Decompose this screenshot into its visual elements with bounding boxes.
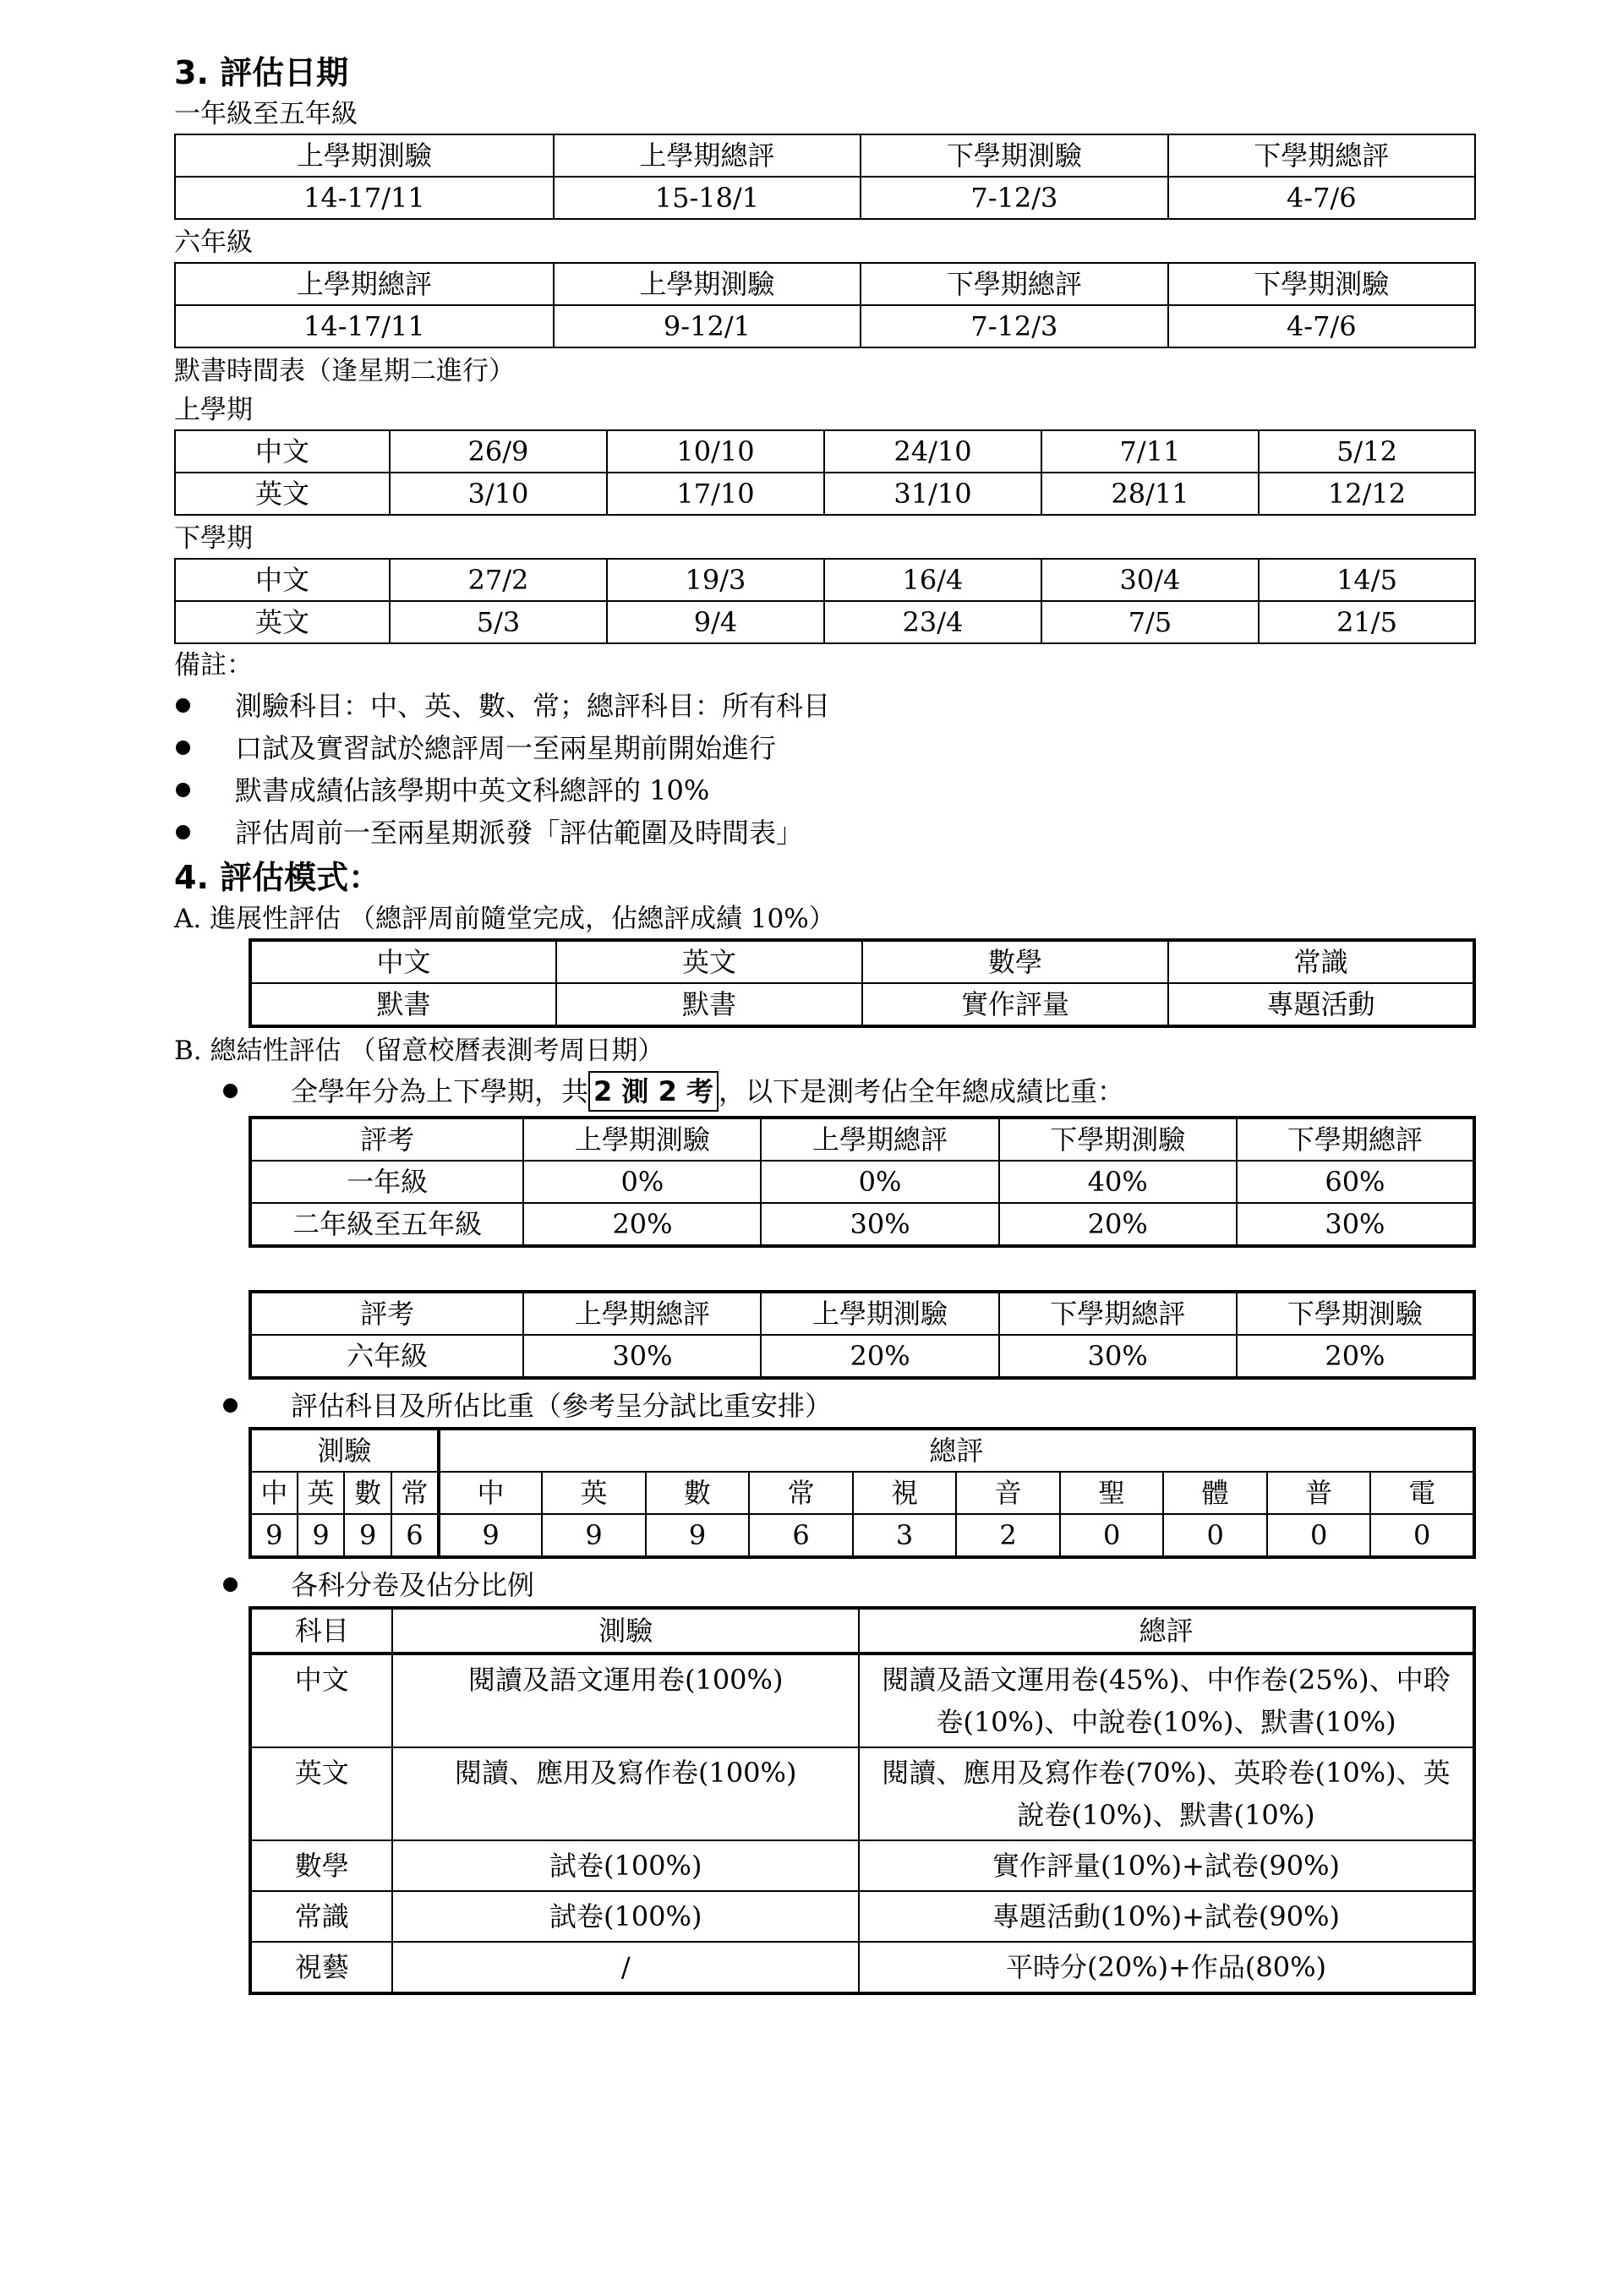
subject-weight-cell: 0 <box>1267 1514 1371 1557</box>
table-cell: 上學期總評 <box>175 263 554 305</box>
grade-6-label: 六年級 <box>174 227 253 258</box>
table-cell: 常識 <box>1168 940 1474 983</box>
table-row <box>175 177 1475 219</box>
table-cell: 六年級 <box>250 1335 523 1378</box>
table-cell: 0% <box>523 1161 761 1203</box>
bullet-1-text-post: ，以下是測考佔全年總成績比重： <box>718 1075 1124 1107</box>
table-cell: 中文 <box>250 1654 392 1747</box>
table-cell: 0% <box>761 1161 998 1203</box>
table-cell: 7-12/3 <box>861 177 1167 219</box>
table-cell: 7-12/3 <box>861 305 1167 347</box>
table-row <box>175 430 1475 473</box>
table-row <box>250 1118 1474 1161</box>
table-cell: 5/12 <box>1259 430 1475 473</box>
section-4-heading: 4. 評估模式： <box>174 859 381 896</box>
subject-weight-cell: 6 <box>391 1514 439 1557</box>
tests-exams-box: 2 測 2 考 <box>588 1071 719 1112</box>
summative-bullet-3: 各科分卷及佔分比例 <box>221 1564 1476 1606</box>
formative-label: A. 進展性評估 （總評周前隨堂完成，佔總評成績 10%） <box>174 904 835 934</box>
table-row <box>250 1335 1474 1378</box>
table-cell: 上學期測驗 <box>175 134 554 177</box>
table-cell: 7/5 <box>1041 601 1259 643</box>
subject-name-cell: 普 <box>1267 1472 1371 1514</box>
tests-header: 測驗 <box>250 1429 439 1472</box>
table-row <box>250 1891 1474 1942</box>
formative-table <box>249 938 1476 1028</box>
note-item: 測驗科目：中、英、數、常；總評科目：所有科目 <box>174 685 1476 727</box>
summative-bullet-2: 評估科目及所佔比重（參考呈分試比重安排） <box>221 1385 1476 1427</box>
table-cell: 下學期總評 <box>999 1292 1237 1335</box>
table-row <box>250 1747 1474 1840</box>
table-cell: 16/4 <box>824 559 1041 601</box>
table-row <box>250 1161 1474 1203</box>
table-row <box>175 263 1475 305</box>
term-1-dictation-table <box>174 429 1476 516</box>
table-cell: 20% <box>1237 1335 1474 1378</box>
table-cell: 英文 <box>175 473 390 515</box>
table-cell: 17/10 <box>607 473 824 515</box>
summative-bullet-1 <box>221 1070 1476 1112</box>
table-cell: 下學期測驗 <box>1168 263 1475 305</box>
table-row <box>175 473 1475 515</box>
table-cell: 19/3 <box>607 559 824 601</box>
table-row <box>175 134 1475 177</box>
grade-1-5-dates-table <box>174 134 1476 220</box>
table-cell: 中文 <box>175 430 390 473</box>
table-cell: 7/11 <box>1041 430 1259 473</box>
table-cell: 下學期總評 <box>1168 134 1475 177</box>
table-cell: 30% <box>761 1203 998 1246</box>
table-row <box>250 1429 1474 1472</box>
table-cell: 14/5 <box>1259 559 1475 601</box>
subject-weight-cell: 9 <box>298 1514 345 1557</box>
table-row <box>250 1840 1474 1891</box>
table-row <box>175 305 1475 347</box>
subject-weight-cell: 0 <box>1060 1514 1164 1557</box>
subject-name-cell: 英 <box>542 1472 646 1514</box>
table-cell: 下學期測驗 <box>861 134 1167 177</box>
subject-name-cell: 視 <box>853 1472 957 1514</box>
table-row <box>250 1514 1474 1557</box>
table-cell: 閱讀、應用及寫作卷(70%)、英聆卷(10%)、英說卷(10%)、默書(10%) <box>859 1747 1474 1840</box>
grade-6-dates-table <box>174 262 1476 348</box>
table-cell: 14-17/11 <box>175 305 554 347</box>
table-cell: 總評 <box>859 1608 1474 1654</box>
term-2-dictation-table <box>174 558 1476 644</box>
table-cell: 默書 <box>556 983 862 1026</box>
table-cell: 60% <box>1237 1161 1474 1203</box>
table-row <box>250 1203 1474 1246</box>
subject-weight-cell: 0 <box>1370 1514 1474 1557</box>
table-row <box>250 940 1474 983</box>
subject-weight-cell: 3 <box>853 1514 957 1557</box>
notes-list <box>174 685 1476 854</box>
table-cell: 30% <box>999 1335 1237 1378</box>
table-cell: 下學期測驗 <box>1237 1292 1474 1335</box>
table-cell: 20% <box>523 1203 761 1246</box>
note-item: 默書成績佔該學期中英文科總評的 10% <box>174 769 1476 812</box>
table-cell: 40% <box>999 1161 1237 1203</box>
notes-label: 備註： <box>174 650 253 681</box>
subject-weight-cell: 9 <box>542 1514 646 1557</box>
table-cell: 中文 <box>175 559 390 601</box>
subject-weight-cell: 6 <box>749 1514 853 1557</box>
table-cell: 30% <box>523 1335 761 1378</box>
table-cell: 9/4 <box>607 601 824 643</box>
table-cell: 4-7/6 <box>1168 177 1475 219</box>
subject-name-cell: 常 <box>749 1472 853 1514</box>
table-cell: 一年級 <box>250 1161 523 1203</box>
table-cell: 上學期總評 <box>554 134 861 177</box>
table-cell: 數學 <box>250 1840 392 1891</box>
table-cell: 中文 <box>250 940 556 983</box>
table-cell: 試卷(100%) <box>392 1840 859 1891</box>
table-cell: 27/2 <box>390 559 607 601</box>
table-cell: 20% <box>999 1203 1237 1246</box>
table-row <box>250 983 1474 1026</box>
table-cell: 28/11 <box>1041 473 1259 515</box>
section-3-heading: 3. 評估日期 <box>174 54 349 91</box>
table-cell: 閱讀及語文運用卷(100%) <box>392 1654 859 1747</box>
table-cell: 21/5 <box>1259 601 1475 643</box>
table-cell: 23/4 <box>824 601 1041 643</box>
table-row <box>175 601 1475 643</box>
table-cell: 10/10 <box>607 430 824 473</box>
subject-name-cell: 數 <box>646 1472 750 1514</box>
table-cell: 試卷(100%) <box>392 1891 859 1942</box>
table-row <box>250 1942 1474 1993</box>
subject-weight-cell: 0 <box>1163 1514 1267 1557</box>
table-cell: 專題活動 <box>1168 983 1474 1026</box>
term-1-label: 上學期 <box>174 395 253 425</box>
table-cell: 專題活動(10%)+試卷(90%) <box>859 1891 1474 1942</box>
table-cell: 上學期測驗 <box>523 1118 761 1161</box>
subject-name-cell: 中 <box>250 1472 298 1514</box>
table-cell: 下學期總評 <box>1237 1118 1474 1161</box>
table-cell: 上學期總評 <box>761 1118 998 1161</box>
table-cell: 30/4 <box>1041 559 1259 601</box>
document-page <box>174 51 1476 1995</box>
table-cell: 科目 <box>250 1608 392 1654</box>
table-cell: 閱讀、應用及寫作卷(100%) <box>392 1747 859 1840</box>
table-cell: 24/10 <box>824 430 1041 473</box>
table-cell: 20% <box>761 1335 998 1378</box>
table-cell: 上學期總評 <box>523 1292 761 1335</box>
table-cell: 3/10 <box>390 473 607 515</box>
table-cell: 英文 <box>175 601 390 643</box>
subject-name-cell: 英 <box>298 1472 345 1514</box>
note-item: 評估周前一至兩星期派發「評估範圍及時間表」 <box>174 812 1476 854</box>
table-cell: 數學 <box>862 940 1168 983</box>
dictation-schedule-label: 默書時間表（逢星期二進行） <box>174 356 515 386</box>
bullet-1-text-pre: 全學年分為上下學期，共 <box>291 1075 589 1107</box>
table-cell: 默書 <box>250 983 556 1026</box>
table-cell: 視藝 <box>250 1942 392 1993</box>
table-cell: 26/9 <box>390 430 607 473</box>
grade-1-5-label: 一年級至五年級 <box>174 99 358 129</box>
table-cell: 5/3 <box>390 601 607 643</box>
table-cell: 下學期總評 <box>861 263 1167 305</box>
table-cell: / <box>392 1942 859 1993</box>
subject-name-cell: 聖 <box>1060 1472 1164 1514</box>
subject-name-cell: 數 <box>344 1472 391 1514</box>
table-cell: 平時分(20%)+作品(80%) <box>859 1942 1474 1993</box>
table-cell: 測驗 <box>392 1608 859 1654</box>
table-cell: 12/12 <box>1259 473 1475 515</box>
subject-name-cell: 常 <box>391 1472 439 1514</box>
table-cell: 英文 <box>250 1747 392 1840</box>
table-cell: 30% <box>1237 1203 1474 1246</box>
table-cell: 15-18/1 <box>554 177 861 219</box>
summative-label: B. 總結性評估 （留意校曆表測考周日期） <box>174 1036 664 1066</box>
table-row <box>250 1654 1474 1747</box>
table-cell: 二年級至五年級 <box>250 1203 523 1246</box>
table-cell: 9-12/1 <box>554 305 861 347</box>
subject-weight-cell: 9 <box>344 1514 391 1557</box>
table-cell: 31/10 <box>824 473 1041 515</box>
table-cell: 實作評量 <box>862 983 1168 1026</box>
subject-name-cell: 音 <box>956 1472 1060 1514</box>
table-cell: 閱讀及語文運用卷(45%)、中作卷(25%)、中聆卷(10%)、中說卷(10%)、默書(10%) <box>859 1654 1474 1747</box>
table-cell: 下學期測驗 <box>999 1118 1237 1161</box>
subject-weight-cell: 9 <box>439 1514 543 1557</box>
weighting-table <box>249 1116 1476 1248</box>
subject-weight-cell: 2 <box>956 1514 1060 1557</box>
subject-name-cell: 電 <box>1370 1472 1474 1514</box>
table-cell: 上學期測驗 <box>554 263 861 305</box>
table-row <box>250 1472 1474 1514</box>
table-row <box>250 1292 1474 1335</box>
table-cell: 14-17/11 <box>175 177 554 219</box>
table-cell: 英文 <box>556 940 862 983</box>
subject-name-cell: 中 <box>439 1472 543 1514</box>
subject-weight-table <box>249 1427 1476 1559</box>
subject-weight-cell: 9 <box>250 1514 298 1557</box>
paper-breakdown-table <box>249 1606 1476 1995</box>
table-cell: 實作評量(10%)+試卷(90%) <box>859 1840 1474 1891</box>
term-2-label: 下學期 <box>174 523 253 554</box>
table-row <box>175 559 1475 601</box>
table-cell: 4-7/6 <box>1168 305 1475 347</box>
table-cell: 上學期測驗 <box>761 1292 998 1335</box>
table-row <box>250 1608 1474 1654</box>
grade-6-weighting-table <box>249 1290 1476 1380</box>
subject-weight-cell: 9 <box>646 1514 750 1557</box>
exams-header: 總評 <box>439 1429 1474 1472</box>
table-cell: 評考 <box>250 1292 523 1335</box>
subject-name-cell: 體 <box>1163 1472 1267 1514</box>
table-cell: 常識 <box>250 1891 392 1942</box>
note-item: 口試及實習試於總評周一至兩星期前開始進行 <box>174 727 1476 769</box>
table-cell: 評考 <box>250 1118 523 1161</box>
